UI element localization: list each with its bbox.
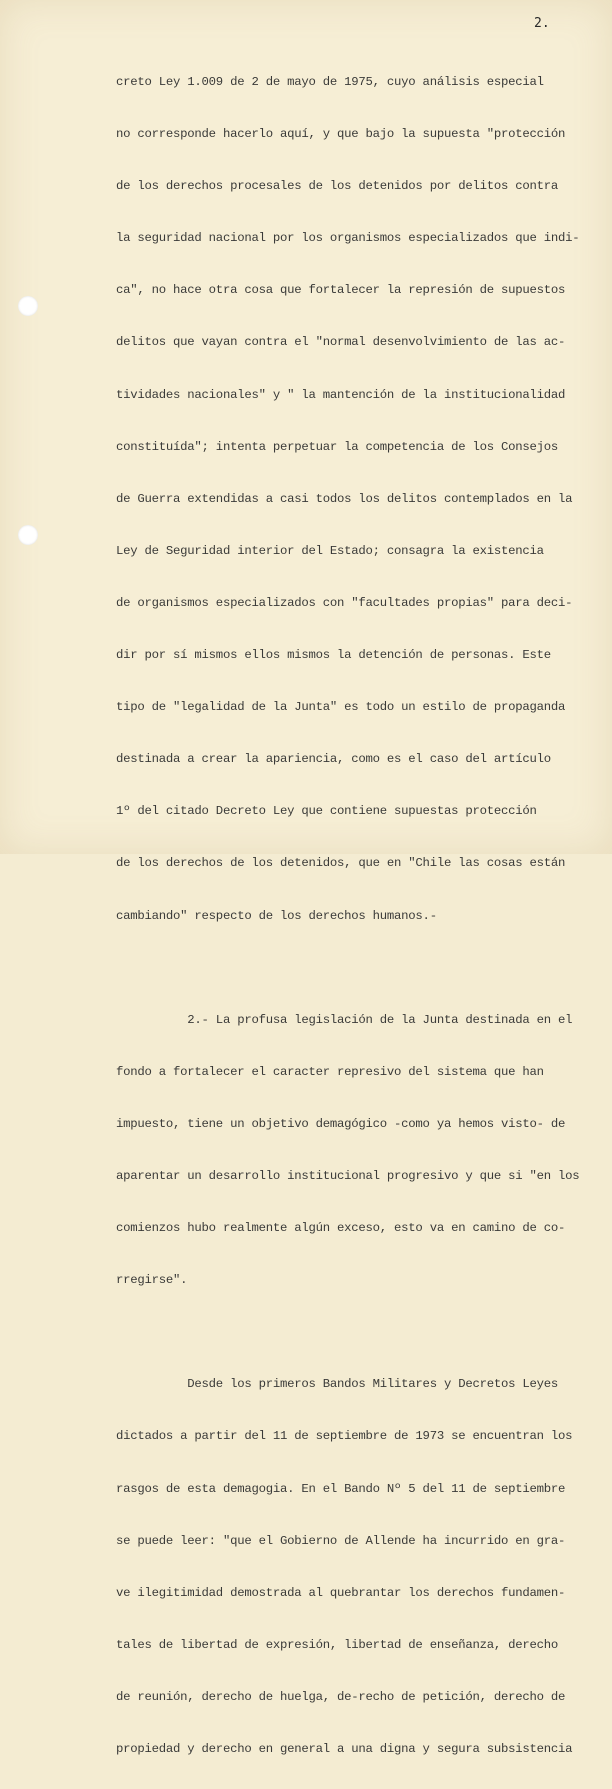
blank-line (116, 1320, 596, 1344)
punch-hole (18, 296, 38, 316)
text-line: rregirse". (116, 1273, 188, 1288)
text-line: impuesto, tiene un objetivo demagógico -como ya hemos visto- de (116, 1116, 566, 1131)
text-line: de reunión, derecho de huelga, de-recho de petición, derecho de (116, 1689, 566, 1704)
punch-hole (18, 525, 38, 545)
text-line: comienzos hubo realmente algún exceso, esto va en camino de co- (116, 1221, 566, 1236)
text-line: dictados a partir del 11 de septiembre de 1973 se encuentran los (116, 1429, 573, 1444)
text-line: Desde los primeros Bandos Militares y Decretos Leyes (116, 1377, 559, 1392)
text-line: delitos que vayan contra el "normal desenvolvimiento de las ac- (116, 335, 566, 350)
text-line: tipo de "legalidad de la Junta" es todo un estilo de propaganda (116, 700, 566, 715)
text-line: creto Ley 1.009 de 2 de mayo de 1975, cuyo análisis especial (116, 75, 544, 89)
text-line: de Guerra extendidas a casi todos los delitos contemplados en la (116, 491, 573, 506)
typewritten-body (116, 42, 596, 1789)
text-line: 1º del citado Decreto Ley que contiene supuestas protección (116, 804, 537, 819)
blank-line (116, 956, 596, 980)
text-line: la seguridad nacional por los organismos especializados que indi- (116, 231, 580, 246)
text-line: cambiando" respecto de los derechos humanos.- (116, 908, 437, 923)
text-line: de organismos especializados con "facultades propias" para deci- (116, 595, 573, 610)
text-line: tales de libertad de expresión, libertad de enseñanza, derecho (116, 1637, 559, 1652)
text-line: ve ilegitimidad demostrada al quebrantar los derechos fundamen- (116, 1585, 566, 1600)
text-line: aparentar un desarrollo institucional progresivo y que si "en los (116, 1168, 580, 1183)
text-line: no corresponde hacerlo aquí, y que bajo la supuesta "protección (116, 127, 566, 142)
text-line: fondo a fortalecer el caracter represivo del sistema que han (116, 1064, 544, 1079)
text-line: ca", no hace otra cosa que fortalecer la represión de supuestos (116, 283, 566, 298)
text-line: rasgos de esta demagogia. En el Bando Nº 5 del 11 de septiembre (116, 1481, 566, 1496)
page-number: 2. (534, 16, 550, 31)
text-line: 2.- La profusa legislación de la Junta destinada en el (116, 1012, 573, 1027)
text-line: dir por sí mismos ellos mismos la detención de personas. Este (116, 648, 551, 663)
text-line: Ley de Seguridad interior del Estado; consagra la existencia (116, 543, 544, 558)
text-line: destinada a crear la apariencia, como es el caso del artículo (116, 752, 551, 767)
text-line: propiedad y derecho en general a una digna y segura subsistencia (116, 1742, 573, 1756)
text-line: de los derechos procesales de los detenidos por delitos contra (116, 179, 559, 194)
text-line: tividades nacionales" y " la mantención de la institucionalidad (116, 387, 566, 402)
text-line: de los derechos de los detenidos, que en "Chile las cosas están (116, 856, 566, 871)
text-line: se puede leer: "que el Gobierno de Allende ha incurrido en gra- (116, 1533, 566, 1548)
text-line: constituída"; intenta perpetuar la competencia de los Consejos (116, 439, 559, 454)
